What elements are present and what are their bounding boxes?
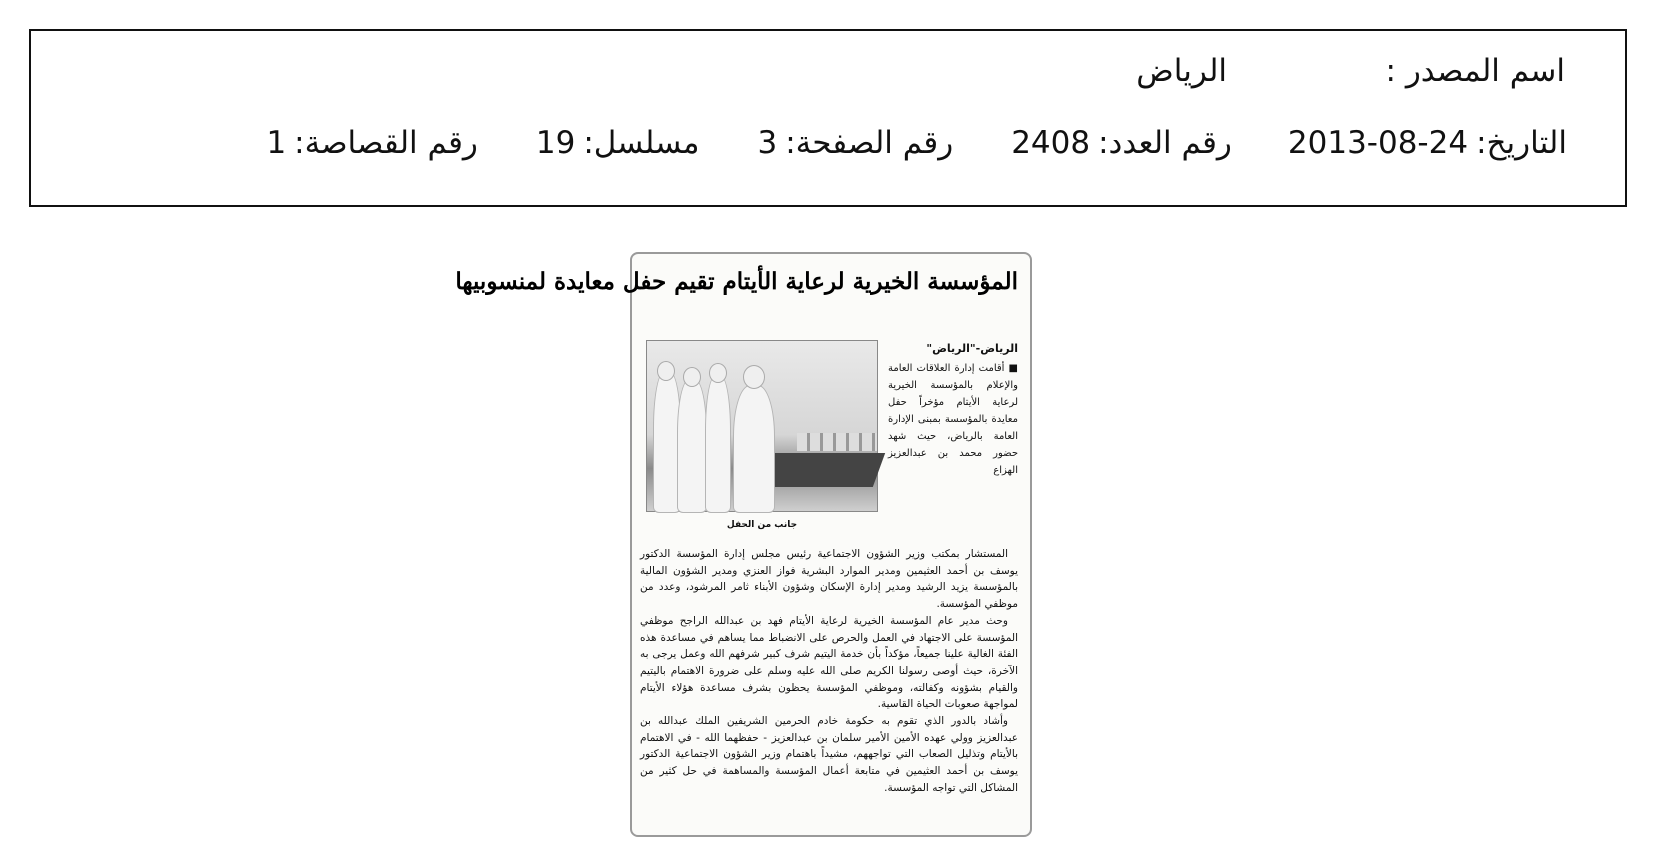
date-value: 2013-08-24 bbox=[1287, 125, 1469, 161]
metadata-row bbox=[266, 125, 1567, 161]
clip-field bbox=[266, 125, 477, 161]
issue-field bbox=[1011, 125, 1232, 161]
article-headline: المؤسسة الخيرية لرعاية الأيتام تقيم حفل معايدة لمنسوبيها bbox=[455, 268, 1018, 295]
person-head bbox=[709, 363, 727, 383]
buffet-table bbox=[757, 453, 885, 487]
person-figure bbox=[677, 379, 707, 513]
article-body bbox=[640, 546, 1018, 797]
issue-value: 2408 bbox=[1011, 125, 1091, 161]
page-field bbox=[757, 125, 953, 161]
photo-caption: جانب من الحفل bbox=[726, 520, 798, 530]
date-label: التاريخ: bbox=[1476, 125, 1567, 161]
article-paragraph: المستشار بمكتب وزير الشؤون الاجتماعية رئيس مجلس إدارة المؤسسة الدكتور يوسف بن أحمد العثيمين ومدير الموارد البشرية فواز العنزي ومدير الشؤون المالية بالمؤسسة يزيد الرشيد ومدير إدارة الإسكان وشؤون الأبناء ثامر المرشود، وعدد من موظفي المؤسسة. bbox=[640, 548, 1018, 611]
source-label: اسم المصدر : bbox=[1385, 53, 1565, 89]
newspaper-clipping bbox=[455, 252, 1032, 837]
person-head bbox=[683, 367, 701, 387]
person-figure bbox=[733, 385, 775, 513]
serial-value: 19 bbox=[535, 125, 576, 161]
person-head bbox=[743, 365, 765, 389]
clip-label: رقم القصاصة: bbox=[294, 125, 478, 161]
person-head bbox=[657, 361, 675, 381]
metadata-box bbox=[29, 29, 1627, 207]
clip-value: 1 bbox=[266, 125, 287, 161]
article-dateline: الرياض-"الرياض" bbox=[926, 342, 1018, 355]
serial-field bbox=[536, 125, 700, 161]
serial-label: مسلسل: bbox=[583, 125, 700, 161]
article-paragraph: وحث مدير عام المؤسسة الخيرية لرعاية الأيتام فهد بن عبدالله الراجح موظفي المؤسسة على الاجتهاد في العمل والحرص على الانضباط مما يساهم في مساعدة هذه الفئة الغالية علينا جميعاً، مؤكداً بأن خدمة اليتيم شرف كبير شرفهم الله وعمل يرجى به الآخرة، حيث أوصى رسولنا الكريم صلى الله عليه وسلم على ضرورة الاهتمام باليتيم والقيام بشؤونه وكفالته، وموظفي المؤسسة يحظون بشرف مساعدة هؤلاء الأيتام لمواجهة صعوبات الحياة القاسية. bbox=[640, 614, 1018, 711]
person-figure bbox=[705, 375, 731, 513]
article-lead: ■ أقامت إدارة العلاقات العامة والإعلام بالمؤسسة الخيرية لرعاية الأيتام مؤخراً حفل معايدة بالمؤسسة بمبنى الإدارة العامة بالرياض، حيث شهد حضور محمد بن عبدالعزيز الهزاع bbox=[888, 363, 1018, 476]
page-value: 3 bbox=[757, 125, 778, 161]
buffet-trays bbox=[797, 433, 877, 451]
source-value: الرياض bbox=[1136, 53, 1227, 89]
date-field bbox=[1288, 125, 1567, 161]
article-photo bbox=[646, 340, 878, 512]
article-paragraph: وأشاد بالدور الذي تقوم به حكومة خادم الحرمين الشريفين الملك عبدالله بن عبدالعزيز وولي عهده الأمين الأمير سلمان بن عبدالعزيز - حفظهما الله - في الاهتمام بالأيتام وتذليل الصعاب التي تواجههم، مشيداً باهتمام وزير الشؤون الاجتماعية الدكتور يوسف بن أحمد العثيمين في متابعة أعمال المؤسسة والمساهمة في حل كثير من المشاكل التي تواجه المؤسسة. bbox=[640, 715, 1018, 794]
page-label: رقم الصفحة: bbox=[785, 125, 954, 161]
issue-label: رقم العدد: bbox=[1098, 125, 1232, 161]
